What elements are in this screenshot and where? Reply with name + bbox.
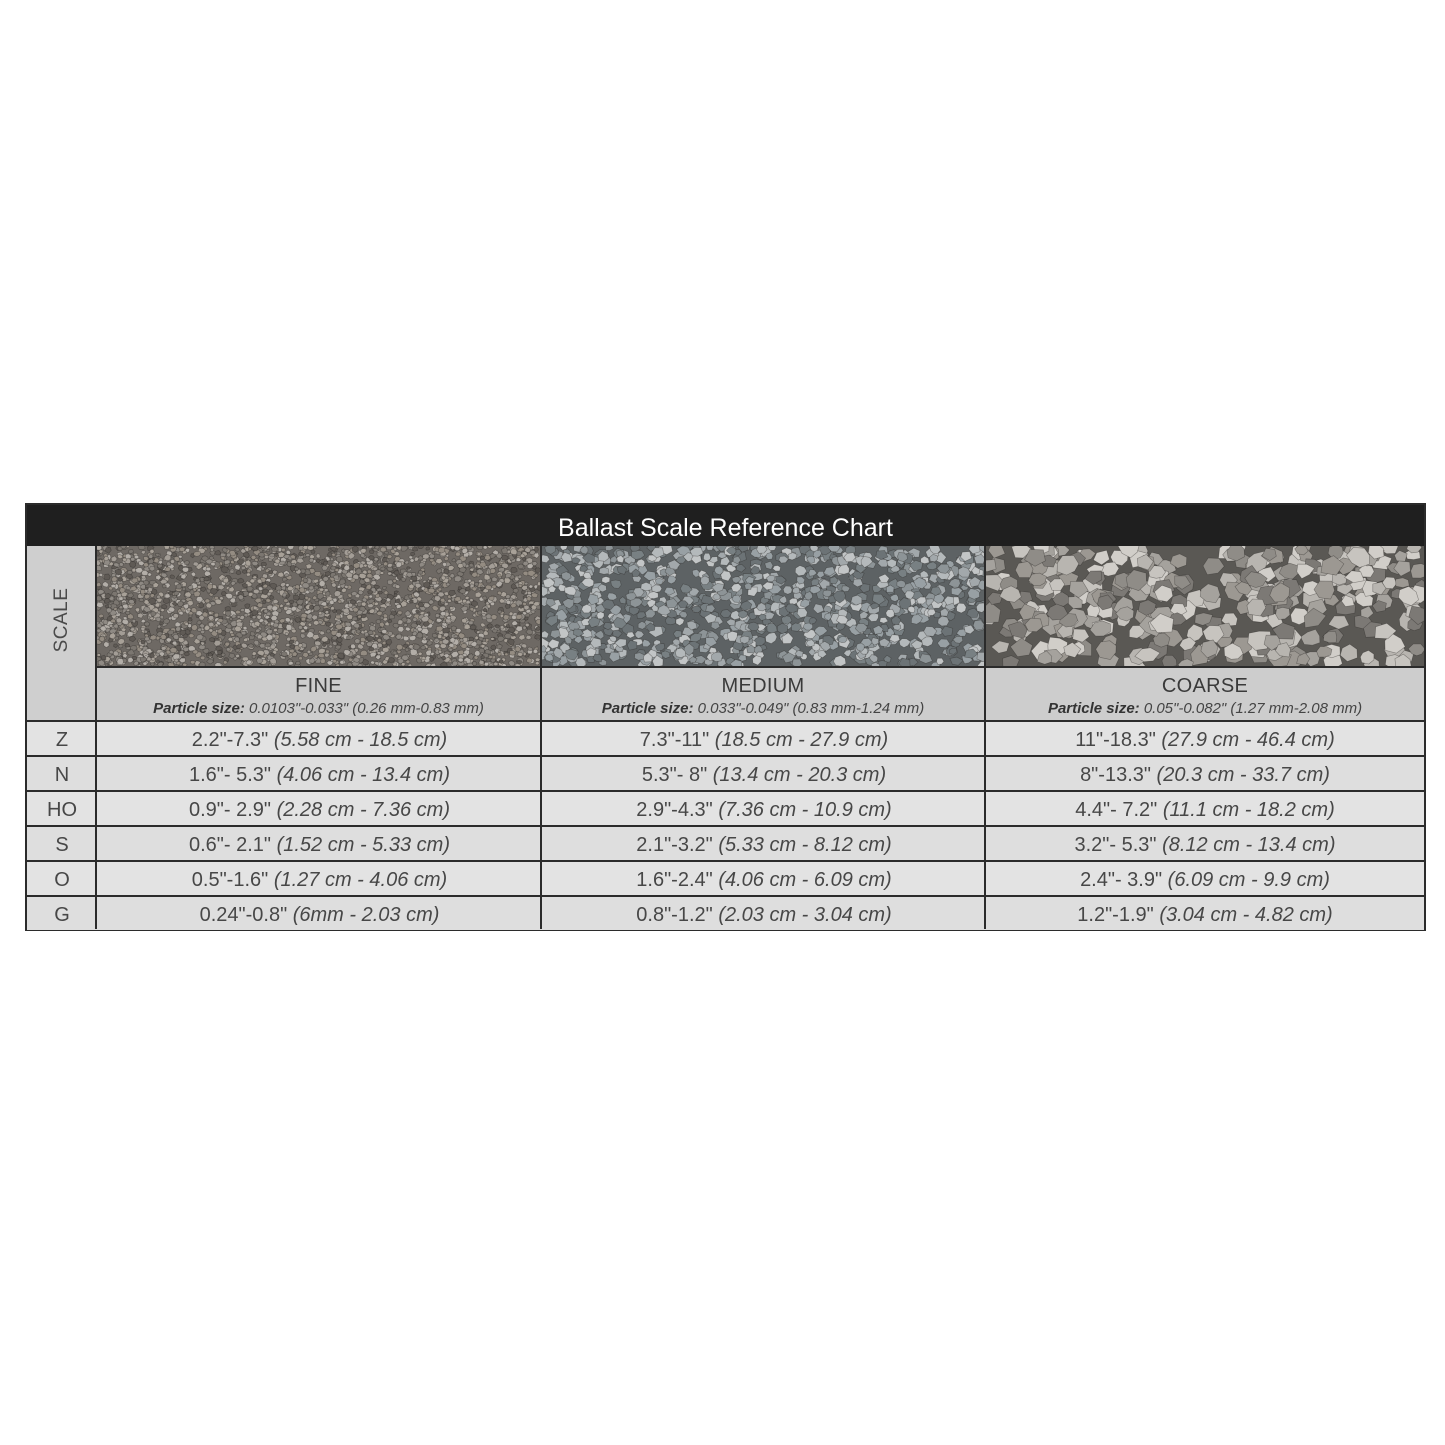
cm-range: (4.06 cm - 6.09 cm) [718,869,892,891]
cm-range: (27.9 cm - 46.4 cm) [1161,729,1335,751]
particle-size-value: 0.0103"-0.033" (0.26 mm-0.83 mm) [248,700,484,717]
cm-range: (2.28 cm - 7.36 cm) [276,799,450,821]
grade-name: FINE [295,675,342,697]
table-row [27,755,1424,790]
coarse-ballast-image [986,546,1424,666]
column-divider [540,546,542,929]
inch-range: 2.4"- 3.9" [1080,869,1163,891]
inch-range: 0.6"- 2.1" [189,834,272,856]
inch-range: 1.6"-2.4" [636,869,713,891]
medium-cell [542,862,986,895]
medium-ballast-photo [542,546,984,666]
inch-range: 1.2"-1.9" [1077,904,1154,926]
particle-size-value: 0.033"-0.049" (0.83 mm-1.24 mm) [697,700,925,717]
fine-cell [97,897,542,930]
grade-header-medium [542,666,984,720]
grade-header-coarse [986,666,1424,720]
scale-cell: S [55,834,69,856]
fine-cell [97,757,542,790]
inch-range: 0.5"-1.6" [191,869,269,891]
column-divider [95,720,97,929]
table-row [27,720,1424,755]
cm-range: (20.3 cm - 33.7 cm) [1156,764,1330,786]
coarse-cell [986,827,1424,860]
table-row [27,860,1424,895]
inch-range: 0.24"-0.8" [199,904,288,926]
scale-cell: N [54,764,70,786]
fine-cell [97,827,542,860]
medium-cell [542,897,986,930]
cm-range: (6.09 cm - 9.9 cm) [1167,869,1330,891]
grade-particle-size [542,699,984,719]
scale-cell: G [54,904,70,926]
medium-cell [542,792,986,825]
cm-range: (1.27 cm - 4.06 cm) [273,869,448,891]
scale-header-label: SCALE [51,587,72,653]
scale-rows [27,720,1424,930]
medium-cell [542,827,986,860]
inch-range: 2.1"-3.2" [636,834,713,856]
table-row [27,790,1424,825]
grade-header-fine [97,666,540,720]
scale-cell: Z [55,729,69,751]
fine-cell [97,722,542,755]
coarse-cell [986,862,1424,895]
scale-cell: O [54,869,70,891]
column-divider [984,546,986,929]
fine-cell [97,862,542,895]
coarse-cell [986,757,1424,790]
inch-range: 2.9"-4.3" [636,799,713,821]
inch-range: 8"-13.3" [1080,764,1151,786]
cm-range: (3.04 cm - 4.82 cm) [1159,904,1333,926]
inch-range: 2.2"-7.3" [191,729,269,751]
cm-range: (13.4 cm - 20.3 cm) [712,764,887,786]
cm-range: (6mm - 2.03 cm) [292,904,440,926]
particle-size-label: Particle size: [153,700,245,717]
cm-range: (5.33 cm - 8.12 cm) [718,834,892,856]
medium-cell [542,757,986,790]
inch-range: 0.9"- 2.9" [189,799,272,821]
particle-size-label: Particle size: [1047,700,1140,717]
inch-range: 7.3"-11" [639,729,710,751]
cm-range: (7.36 cm - 10.9 cm) [718,799,892,821]
grade-particle-size [986,699,1424,719]
coarse-cell [986,792,1424,825]
grade-particle-size [97,699,540,719]
cm-range: (4.06 cm - 13.4 cm) [276,764,450,786]
fine-ballast-photo [97,546,540,666]
fine-cell [97,792,542,825]
inch-range: 3.2"- 5.3" [1074,834,1157,856]
scale-header-cell [27,546,97,720]
table-row [27,825,1424,860]
ballast-scale-chart [25,503,1426,931]
cm-range: (5.58 cm - 18.5 cm) [273,729,448,751]
cm-range: (8.12 cm - 13.4 cm) [1162,834,1336,856]
chart-title: Ballast Scale Reference Chart [27,505,1424,546]
scale-cell: HO [47,799,77,821]
fine-ballast-image [97,546,540,666]
inch-range: 11"-18.3" [1075,729,1156,751]
coarse-cell [986,897,1424,930]
inch-range: 4.4"- 7.2" [1075,799,1158,821]
particle-size-value: 0.05"-0.082" (1.27 mm-2.08 mm) [1143,700,1363,717]
cm-range: (1.52 cm - 5.33 cm) [276,834,450,856]
cm-range: (18.5 cm - 27.9 cm) [714,729,889,751]
table-row [27,895,1424,930]
particle-size-label: Particle size: [601,700,694,717]
inch-range: 1.6"- 5.3" [189,764,272,786]
grade-name: COARSE [1161,675,1249,697]
coarse-cell [986,722,1424,755]
grade-name: MEDIUM [721,675,805,697]
cm-range: (2.03 cm - 3.04 cm) [718,904,892,926]
inch-range: 5.3"- 8" [641,764,708,786]
medium-cell [542,722,986,755]
medium-ballast-image [542,546,984,666]
coarse-ballast-photo [986,546,1424,666]
cm-range: (11.1 cm - 18.2 cm) [1162,799,1335,821]
inch-range: 0.8"-1.2" [636,904,713,926]
